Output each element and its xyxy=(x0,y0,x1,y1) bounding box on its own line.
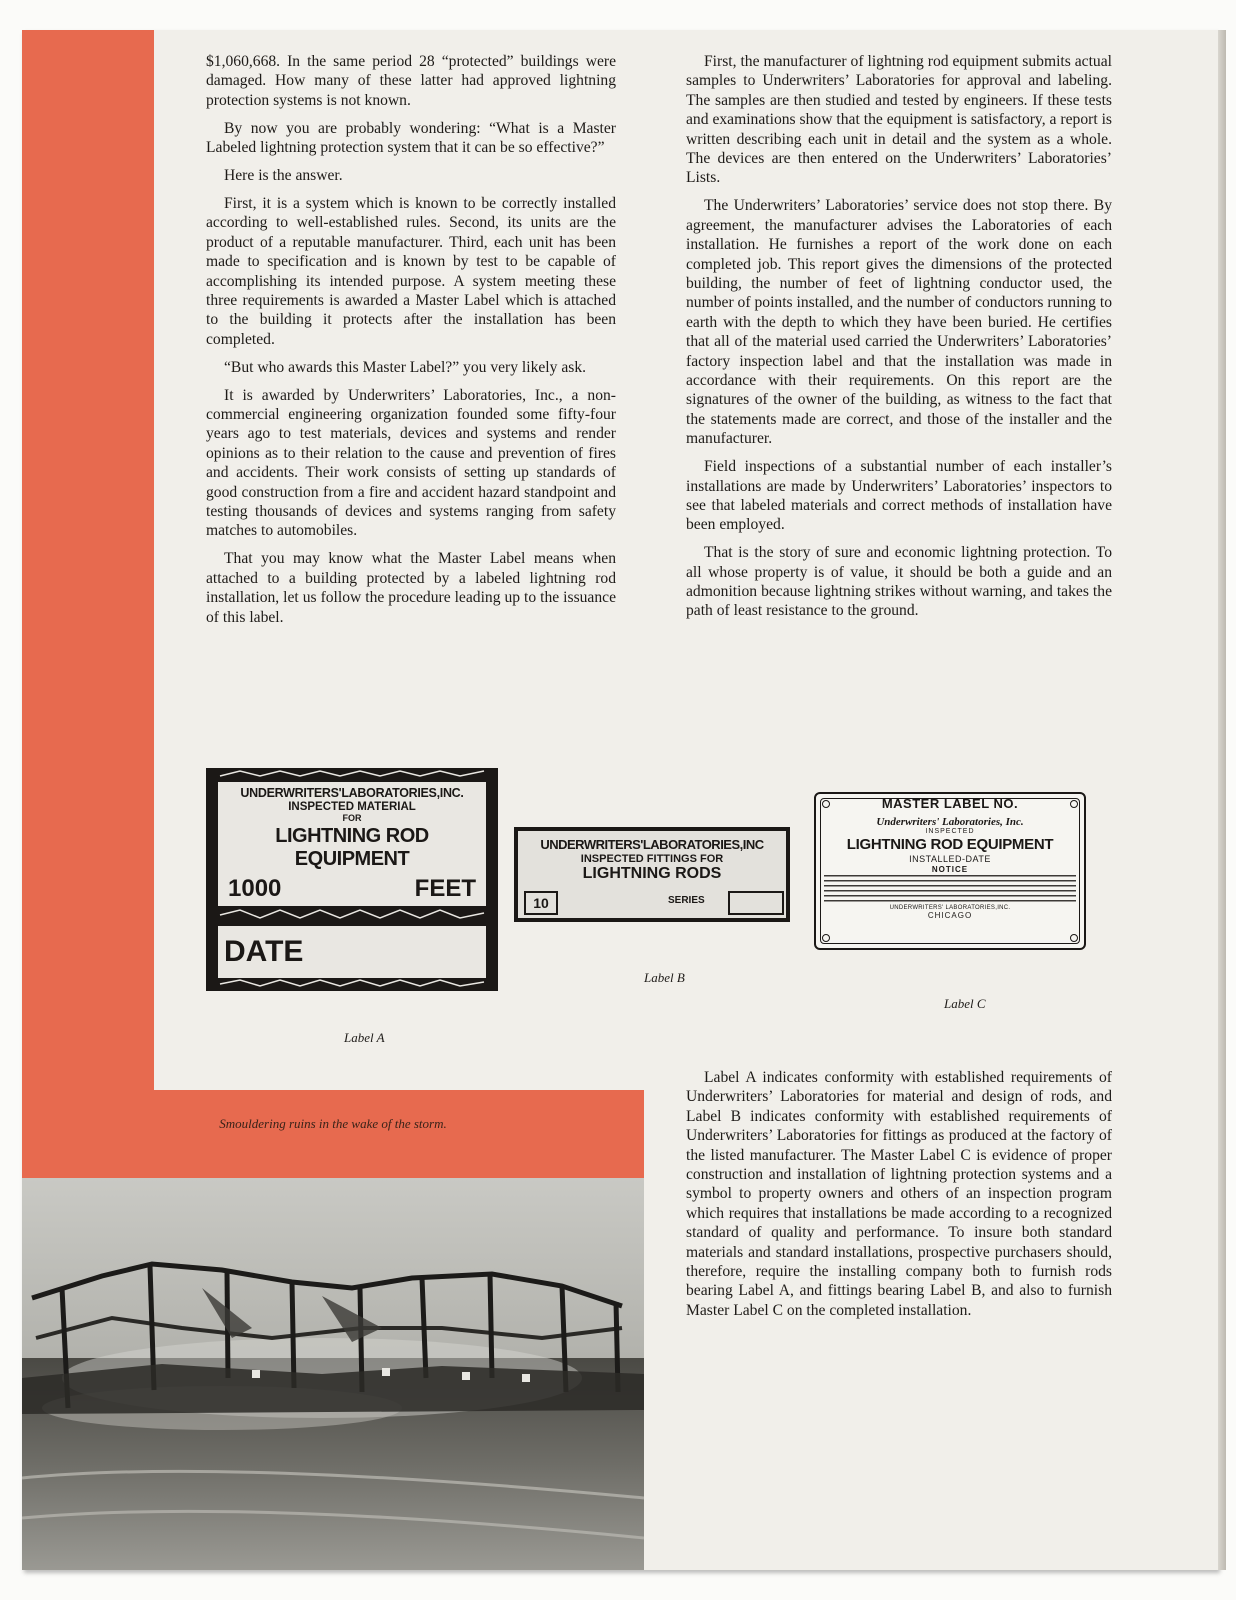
label-c-line5: INSTALLED-DATE xyxy=(909,854,991,864)
label-a-image xyxy=(206,768,498,991)
label-c-line1: MASTER LABEL NO. xyxy=(881,796,1019,811)
mounting-hole-icon xyxy=(822,800,830,808)
label-b-series-box xyxy=(728,891,784,915)
mounting-hole-icon xyxy=(822,934,830,942)
label-a-qty: 1000 xyxy=(228,875,282,902)
text-column-bottom xyxy=(686,1068,1112,1329)
label-a-quantity-row xyxy=(218,875,486,903)
label-a-date: DATE xyxy=(218,926,486,978)
label-a-unit: FEET xyxy=(414,875,476,902)
accent-band-caption xyxy=(22,1090,644,1178)
paragraph: Here is the answer. xyxy=(224,167,343,185)
text-column-right xyxy=(686,52,1112,629)
label-a-caption: Label A xyxy=(344,1030,385,1045)
label-c-line4: LIGHTNING ROD EQUIPMENT xyxy=(846,836,1054,853)
label-a-line1: UNDERWRITERS'LABORATORIES,INC. xyxy=(240,786,464,800)
paragraph: Label A indicates conformity with established requirements of Underwriters’ Laboratories for material and design of rods, and Label B indicates conformity with established requirements of Underwriters’ Laboratories for fittings as produced at the factory of the listed manufacturer. The Master Label C is evidence of proper construction and installation of lightning protection systems and a symbol to property owners and others of an inspection program which requires that installations be made according to a recognized standard of quality and performance. To insure both standard materials and standard installations, prospective purchasers should, therefore, require the installing company both to furnish rods bearing Label A, and fittings bearing Label B, and also to furnish Master Label C on the completed installation. xyxy=(686,1069,1112,1319)
paragraph: That you may know what the Master Label means when attached to a building protected by a labeled lightning rod installation, let us follow the procedure leading up to the issuance of this label. xyxy=(206,550,616,626)
label-b-series: SERIES xyxy=(668,895,705,906)
label-c-line6: NOTICE xyxy=(931,865,969,874)
paragraph: That is the story of sure and economic lightning protection. To all whose property is of value, it should be both a guide and an admonition because lightning strikes without warning, and takes the path of least resistance to the ground. xyxy=(686,544,1112,620)
label-a-line2: INSPECTED MATERIAL xyxy=(288,801,416,813)
text-column-left xyxy=(206,52,616,635)
paragraph: The Underwriters’ Laboratories’ service does not stop there. By agreement, the manufacturer advises the Laboratories of each installation. He furnishes a report of the work done on each completed job. This report gives the dimensions of the protected building, the number of feet of lightning conductor used, the number of points installed, and the number of conductors running to earth with the depth to which they have been buried. He certifies that all of the material used carried the Underwriters’ Laboratories’ factory inspection label and that the installation was made in accordance with their requirements. On this report are the signatures of the owner of the building, as witness to the fact that the statements made are correct, and those of the installer and the manufacturer. xyxy=(686,197,1112,448)
label-c-line7: UNDERWRITERS' LABORATORIES,INC. xyxy=(889,905,1011,911)
photo-caption: Smouldering ruins in the wake of the storm. xyxy=(219,1116,447,1131)
paragraph: $1,060,668. In the same period 28 “protected” buildings were damaged. How many of these latter had approved lightning protection systems is not known. xyxy=(206,53,616,109)
label-c-line3: INSPECTED xyxy=(925,828,975,835)
label-c-caption: Label C xyxy=(944,996,986,1011)
label-b-panel xyxy=(518,831,786,918)
paragraph: It is awarded by Underwriters’ Laboratories, Inc., a non-commercial engineering organization founded some fifty-four years ago to test materials, devices and systems and render opinions as to their relation to the cause and prevention of fires and accidents. Their work consists of setting up standards of good construction from a fire and accident hazard standpoint and testing thousands of devices and systems ranging from safety matches to automobiles. xyxy=(206,386,616,540)
page-edge xyxy=(1218,30,1226,1570)
label-c-inner-frame xyxy=(820,798,1080,944)
ruins-illustration xyxy=(22,1178,644,1570)
accent-band-left xyxy=(22,30,154,1090)
mounting-hole-icon xyxy=(1070,934,1078,942)
paragraph: By now you are probably wondering: “What is a Master Labeled lightning protection system that it can be so effective?” xyxy=(206,119,616,157)
label-b-line1: UNDERWRITERS'LABORATORIES,INC xyxy=(540,837,764,852)
label-a-panel xyxy=(218,782,486,906)
paragraph: “But who awards this Master Label?” you very likely ask. xyxy=(224,358,587,376)
paragraph: First, the manufacturer of lightning rod equipment submits actual samples to Underwriters’ Laboratories for approval and labeling. The samples are then studied and tested by engineers. If these tests and examinations show that the equipment is satisfactory, a report is written describing each unit in detail and the system as a whole. The devices are then entered on the Underwriters’ Laboratories’ Lists. xyxy=(686,53,1112,187)
label-b-image xyxy=(514,827,790,922)
label-c-line2: Underwriters' Laboratories, Inc. xyxy=(876,816,1024,828)
label-b-number: 10 xyxy=(524,891,558,915)
label-b-caption: Label B xyxy=(644,970,685,985)
label-c-image xyxy=(814,792,1086,950)
paragraph: First, it is a system which is known to be correctly installed according to well-established rules. Second, its units are the product of a reputable manufacturer. Third, each unit has been made to specification and is known by test to be capable of accomplishing its intended purpose. A system meeting these three requirements is awarded a Master Label which is attached to the building it protects after the installation has been completed. xyxy=(206,194,616,348)
fine-print-block xyxy=(824,875,1076,903)
mounting-hole-icon xyxy=(1070,800,1078,808)
label-a-line4: LIGHTNING ROD EQUIPMENT xyxy=(275,825,429,870)
label-b-line2: INSPECTED FITTINGS FOR xyxy=(580,853,724,865)
label-b-line3: LIGHTNING RODS xyxy=(582,865,722,882)
paragraph: Field inspections of a substantial number of each installer’s installations are made by Underwriters’ Laboratories’ inspectors to see that labeled materials and correct methods of installation have been employed. xyxy=(686,458,1112,534)
label-a-line3: FOR xyxy=(342,813,362,823)
storm-ruins-photo xyxy=(22,1178,644,1570)
label-c-line8: CHICAGO xyxy=(927,911,973,920)
